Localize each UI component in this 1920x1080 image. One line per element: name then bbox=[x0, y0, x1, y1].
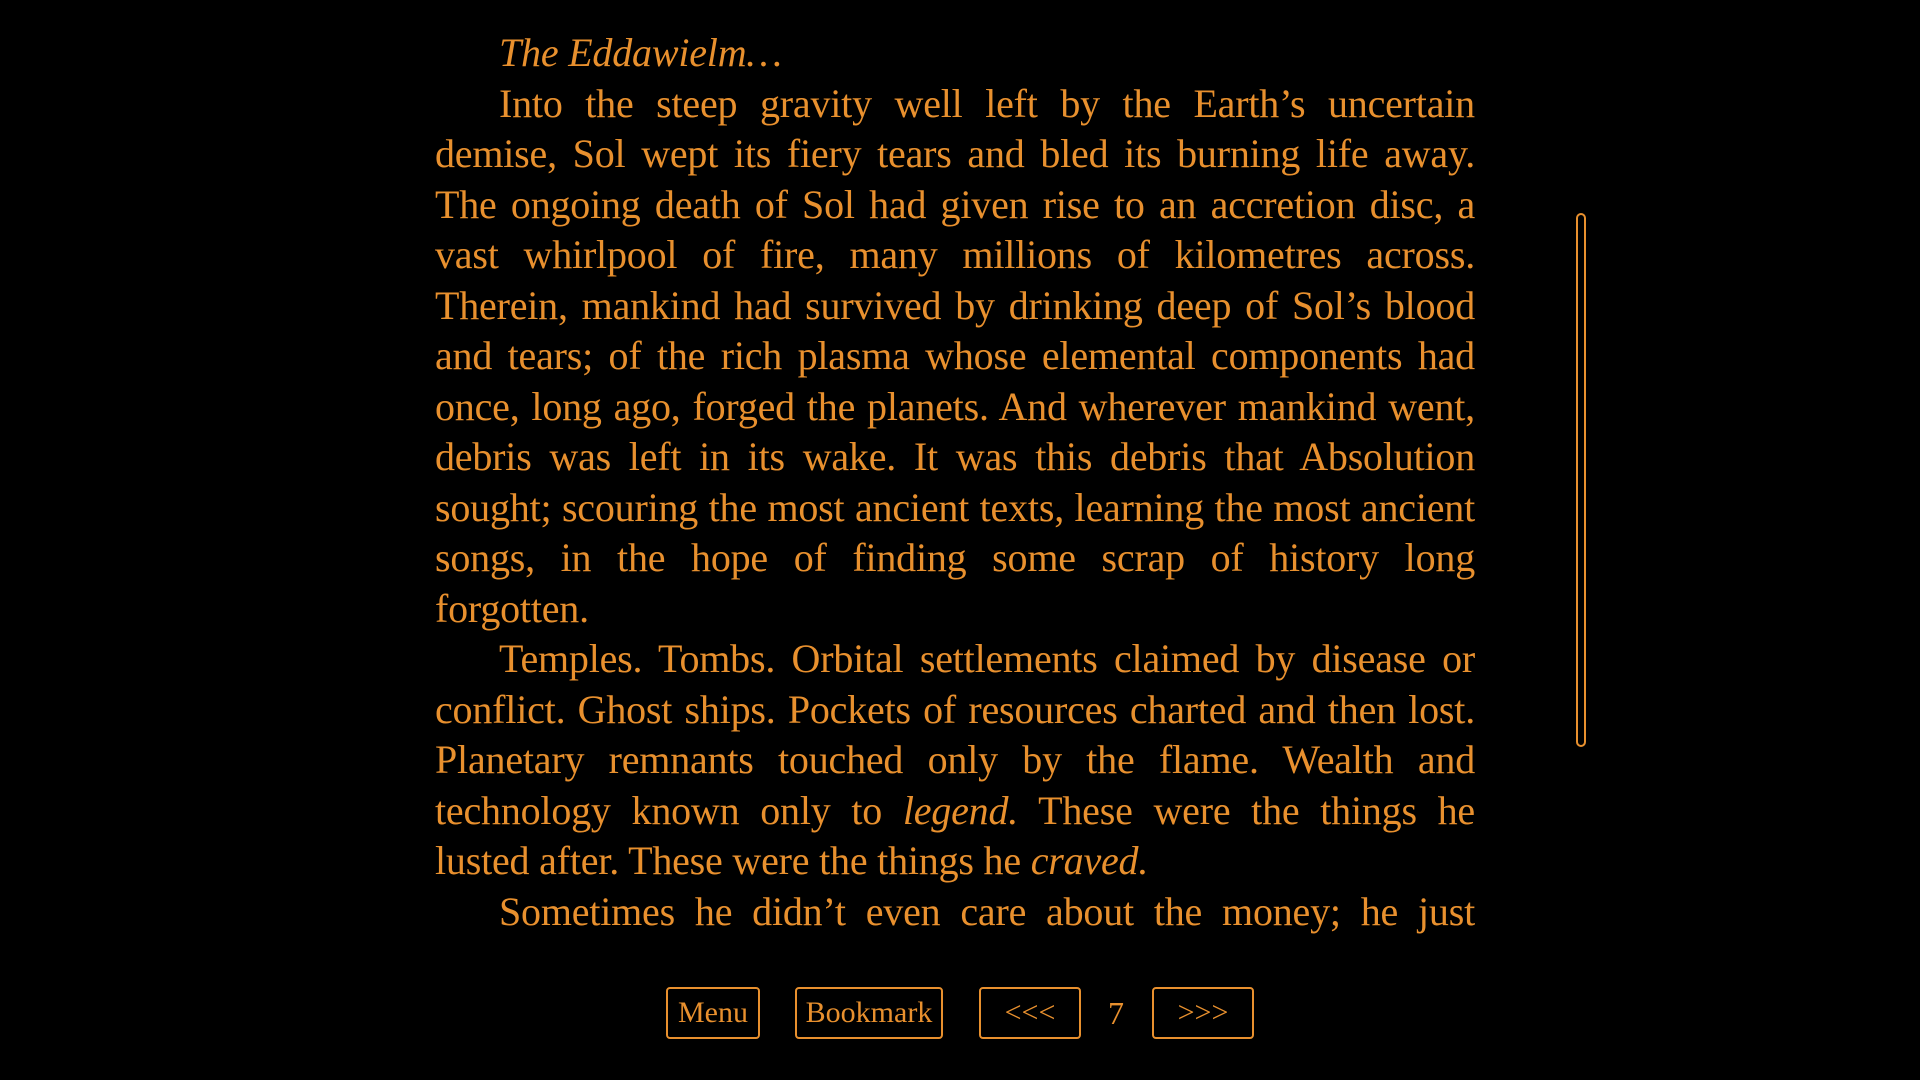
navigation-bar bbox=[0, 987, 1920, 1039]
paragraph-2-emphasis-legend: legend. bbox=[902, 787, 1019, 833]
page-number: 7 bbox=[1108, 994, 1124, 1031]
paragraph-2-text-b: These were the things he lusted after. These were the things he bbox=[435, 787, 1475, 883]
reader-text-area bbox=[435, 28, 1475, 934]
paragraph-3-text: Sometimes he didn’t even care about the money; he just bbox=[499, 888, 1475, 934]
paragraph-2-text-a: Temples. Tombs. Orbital settlements claimed by disease or conflict. Ghost ships. Pockets of resources charted and then lost. Planetary remnants touched only by the flame. Wealth and technology known only to bbox=[435, 636, 1475, 833]
paragraph-1 bbox=[435, 79, 1475, 635]
bookmark-button[interactable]: Bookmark bbox=[795, 987, 943, 1039]
chapter-heading: The Eddawielm… bbox=[499, 30, 782, 75]
previous-page-button[interactable]: <<< bbox=[979, 987, 1081, 1039]
paragraph-2-emphasis-craved: craved. bbox=[1030, 838, 1149, 883]
paragraph-1-text: Into the steep gravity well left by the Earth’s uncertain demise, Sol wept its fiery tears and bled its burning life away. The ongoing death of Sol had given rise to an accretion disc, a vast whirlpool of fire, many millions of kilometres across. Therein, mankind had survived by drinking deep of Sol’s blood and tears; of the rich plasma whose elemental components had once, long ago, forged the planets. And wherever mankind went, debris was left in its wake. It was this debris that Absolution sought; scouring the most ancient texts, learning the most ancient songs, in the hope of finding some scrap of history long forgotten. bbox=[435, 80, 1475, 631]
scrollbar[interactable] bbox=[1576, 213, 1586, 747]
menu-button[interactable]: Menu bbox=[666, 987, 760, 1039]
next-page-button[interactable]: >>> bbox=[1152, 987, 1254, 1039]
paragraph-2 bbox=[435, 634, 1475, 887]
paragraph-3 bbox=[435, 887, 1475, 938]
